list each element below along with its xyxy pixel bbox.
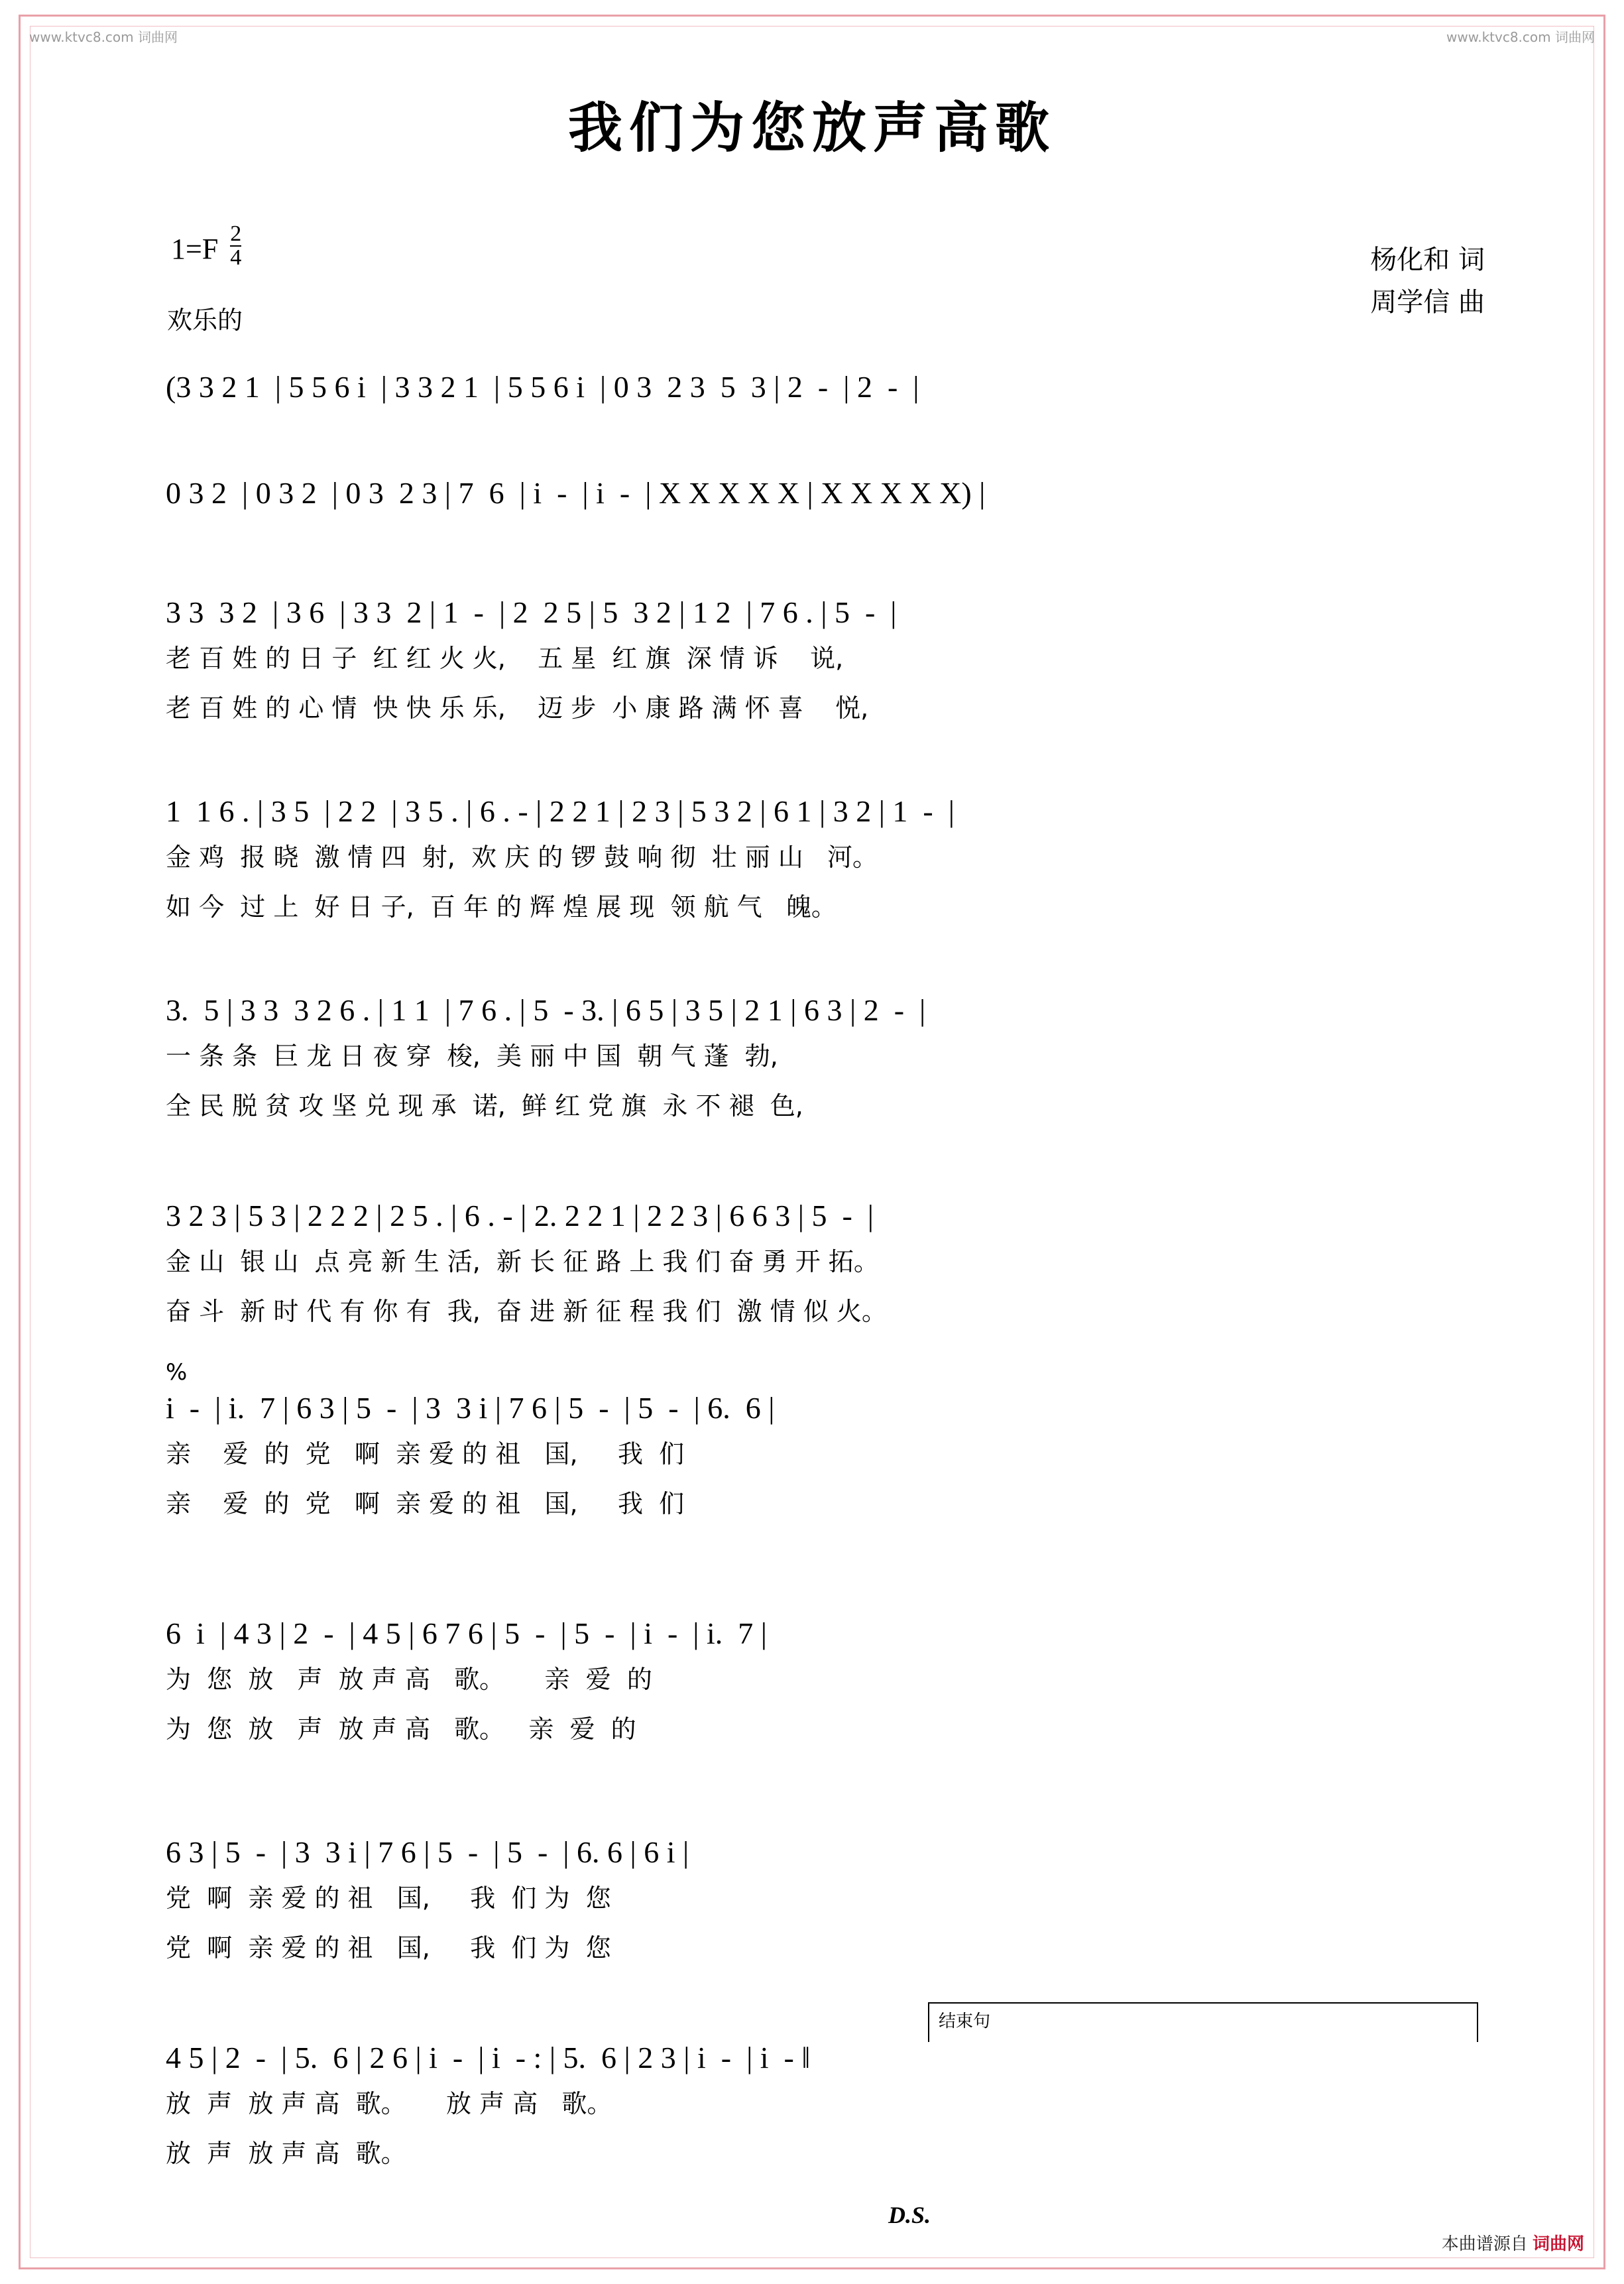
key-signature	[171, 221, 242, 272]
notation-line: 3. 5 | 3 3 3 2 6 . | 1 1 | 7 6 . | 5 - 3. | 6 5 | 3 5 | 2 1 | 6 3 | 2 - |	[166, 993, 926, 1027]
music-system-4	[166, 796, 1518, 927]
music-system-6	[166, 1200, 1518, 1331]
time-signature-numerator: 2	[230, 221, 242, 246]
notation-line: 6 3 | 5 - | 3 3 i | 7 6 | 5 - | 5 - | 6. 6 | 6 i |	[166, 1835, 689, 1869]
lyrics-block	[166, 1435, 1518, 1524]
lyric-line-verse2: 放 声 放 声 高 歌。	[166, 2139, 406, 2169]
page-title: 我们为您放声高歌	[567, 97, 1056, 160]
lyric-line-verse1: 为 您 放 声 放 声 高 歌。 亲 爱 的	[166, 1665, 652, 1695]
notation-line: 1 1 6 . | 3 5 | 2 2 | 3 5 . | 6 . - | 2 2 1 | 2 3 | 5 3 2 | 6 1 | 3 2 | 1 - |	[166, 794, 955, 828]
time-signature	[230, 223, 241, 269]
notation-line: 4 5 | 2 - | 5. 6 | 2 6 | i - | i - : | 5. 6 | 2 3 | i - | i - ‖	[166, 2041, 811, 2074]
source-prefix: 本曲谱源自	[1441, 2234, 1528, 2254]
notation-line: 3 2 3 | 5 3 | 2 2 2 | 2 5 . | 6 . - | 2. 2 2 1 | 2 2 3 | 6 6 3 | 5 - |	[166, 1199, 874, 1232]
lyric-line-verse2: 亲 爱 的 党 啊 亲 爱 的 祖 国, 我 们	[166, 1489, 685, 1519]
notation-line: i - | i. 7 | 6 3 | 5 - | 3 3 i | 7 6 | 5 - | 5 - | 6. 6 |	[166, 1391, 775, 1425]
music-system-5	[166, 994, 1518, 1126]
lyrics-block	[166, 1037, 1518, 1126]
music-system-2	[166, 477, 1518, 509]
lyrics-block	[166, 1660, 1518, 1749]
source-watermark	[1442, 2230, 1584, 2255]
notation-line: 3 3 3 2 | 3 6 | 3 3 2 | 1 - | 2 2 5 | 5 3 2 | 1 2 | 7 6 . | 5 - |	[166, 595, 897, 629]
lyrics-block	[166, 838, 1518, 927]
music-system-9	[166, 1836, 1518, 1968]
ds-al-segno-mark: D.S.	[888, 2202, 931, 2228]
music-system-1	[166, 371, 1518, 403]
lyric-line-verse2: 老 百 姓 的 心 情 快 快 乐 乐, 迈 步 小 康 路 满 怀 喜 悦,	[166, 693, 869, 723]
music-system-8	[166, 1618, 1518, 1749]
music-system-7	[166, 1392, 1518, 1524]
segno-icon: %	[166, 1359, 188, 1386]
lyric-line-verse2: 如 今 过 上 好 日 子, 百 年 的 辉 煌 展 现 领 航 气 魄。	[166, 892, 837, 922]
lyric-line-verse2: 全 民 脱 贫 攻 坚 兑 现 承 诺, 鲜 红 党 旗 永 不 褪 色,	[166, 1091, 803, 1121]
ending-bracket	[928, 2002, 1478, 2042]
lyric-line-verse1: 一 条 条 巨 龙 日 夜 穿 梭, 美 丽 中 国 朝 气 蓬 勃,	[166, 1042, 778, 1071]
lyric-line-verse2: 为 您 放 声 放 声 高 歌。 亲 爱 的	[166, 1714, 636, 1744]
lyric-line-verse1: 亲 爱 的 党 啊 亲 爱 的 祖 国, 我 们	[166, 1439, 685, 1469]
lyric-line-verse1: 金 鸡 报 晓 激 情 四 射, 欢 庆 的 锣 鼓 响 彻 壮 丽 山 河。	[166, 843, 878, 872]
time-signature-denominator: 4	[230, 245, 242, 270]
lyrics-block	[166, 639, 1518, 728]
notation-line: 6 i | 4 3 | 2 - | 4 5 | 6 7 6 | 5 - | 5 - | i - | i. 7 |	[166, 1616, 767, 1650]
lyric-line-verse1: 放 声 放 声 高 歌。 放 声 高 歌。	[166, 2089, 612, 2119]
lyrics-block	[166, 1879, 1518, 1968]
tempo-marking: 欢乐的	[167, 306, 243, 335]
lyric-line-verse2: 党 啊 亲 爱 的 祖 国, 我 们 为 您	[166, 1933, 611, 1963]
lyrics-block	[166, 1242, 1518, 1331]
lyric-line-verse2: 奋 斗 新 时 代 有 你 有 我, 奋 进 新 征 程 我 们 激 情 似 火。	[166, 1297, 887, 1327]
lyric-line-verse1: 老 百 姓 的 日 子 红 红 火 火, 五 星 红 旗 深 情 诉 说,	[166, 644, 844, 674]
lyricist-credit: 杨化和 词	[1370, 245, 1485, 275]
notation-line: 0 3 2 | 0 3 2 | 0 3 2 3 | 7 6 | i - | i - | X X X X X | X X X X X) |	[166, 476, 986, 510]
ending-label: 结束句	[936, 2008, 993, 2032]
credits	[1370, 239, 1485, 324]
composer-credit: 周学信 曲	[1370, 287, 1485, 318]
lyric-line-verse1: 党 啊 亲 爱 的 祖 国, 我 们 为 您	[166, 1884, 611, 1913]
notation-line: (3 3 2 1 | 5 5 6 i | 3 3 2 1 | 5 5 6 i | 0 3 2 3 5 3 | 2 - | 2 - |	[166, 370, 919, 404]
source-site-name: 词曲网	[1532, 2234, 1584, 2254]
lyric-line-verse1: 金 山 银 山 点 亮 新 生 活, 新 长 征 路 上 我 们 奋 勇 开 拓。	[166, 1247, 879, 1277]
music-system-10	[166, 2042, 1518, 2173]
watermark-top-left: www.ktvc8.com 词曲网	[29, 29, 178, 45]
key-signature-text: 1=F	[171, 232, 219, 265]
watermark-top-right: www.ktvc8.com 词曲网	[1446, 29, 1595, 45]
music-system-3	[166, 597, 1518, 728]
lyrics-block	[166, 2084, 1518, 2173]
